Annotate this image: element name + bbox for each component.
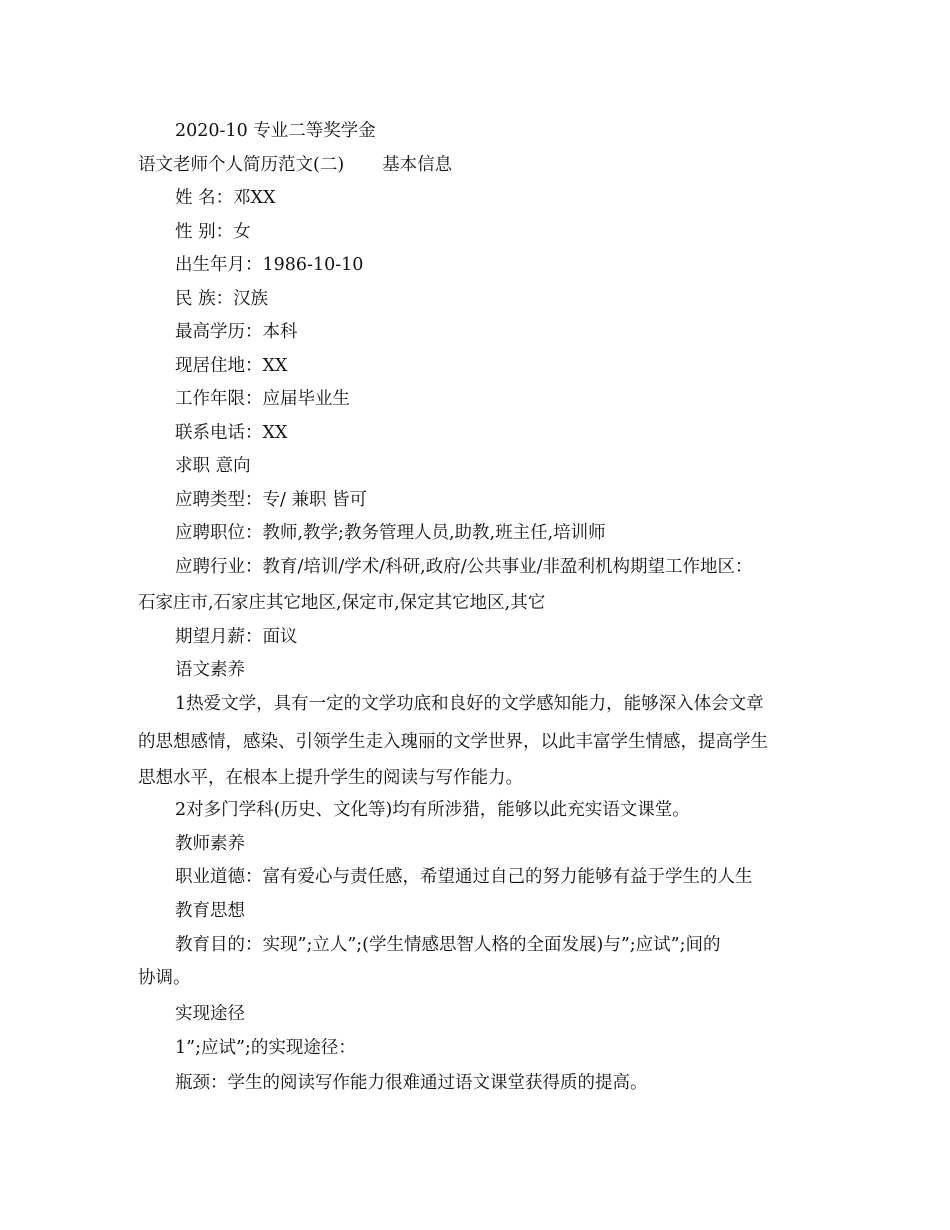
- section-heading-teacher: 教师素养: [175, 834, 245, 854]
- section-heading-intent: 求职 意向: [175, 456, 251, 476]
- education-line: 最高学历：本科: [175, 322, 298, 342]
- goal-line: 教育目的：实现”;立人”;(学生情感思智人格的全面发展)与”;应试”;间的: [175, 935, 721, 955]
- salary-line: 期望月薪：面议: [175, 627, 298, 647]
- literacy-paragraph-1: 1热爱文学，具有一定的文学功底和良好的文学感知能力，能够深入体会文章: [175, 694, 764, 714]
- section-heading-path: 实现途径: [175, 1004, 245, 1024]
- birth-line: 出生年月：1986-10-10: [175, 255, 364, 275]
- industry-line: 应聘行业：教育/培训/学术/科研,政府/公共事业/非盈利机构期望工作地区：: [175, 557, 753, 577]
- section-heading-literacy: 语文素养: [175, 660, 245, 680]
- phone-line: 联系电话：XX: [175, 423, 288, 443]
- ethnic-line: 民 族：汉族: [175, 289, 269, 309]
- section-heading-thought: 教育思想: [175, 901, 245, 921]
- section-heading-basic: 基本信息: [382, 155, 453, 175]
- region-line: 石家庄市,石家庄其它地区,保定市,保定其它地区,其它: [138, 593, 546, 613]
- literacy-paragraph-1-cont: 的思想感情，感染、引领学生走入瑰丽的文学世界，以此丰富学生情感，提高学生: [138, 732, 768, 752]
- name-line: 姓 名：邓XX: [175, 188, 276, 208]
- gender-line: 性 别：女: [175, 222, 251, 242]
- goal-line-cont: 协调。: [138, 968, 191, 988]
- document-title: 语文老师个人简历范文(二): [138, 155, 345, 175]
- path-line: 1”;应试”;的实现途径：: [175, 1038, 356, 1058]
- position-line: 应聘职位：教师,教学;教务管理人员,助教,班主任,培训师: [175, 523, 606, 543]
- literacy-paragraph-1-end: 思想水平，在根本上提升学生的阅读与写作能力。: [138, 768, 523, 788]
- literacy-paragraph-2: 2对多门学科(历史、文化等)均有所涉猎，能够以此充实语文课堂。: [175, 800, 690, 820]
- residence-line: 现居住地：XX: [175, 356, 288, 376]
- work-years-line: 工作年限：应届毕业生: [175, 389, 350, 409]
- job-type-line: 应聘类型：专/ 兼职 皆可: [175, 490, 368, 510]
- bottleneck-line: 瓶颈：学生的阅读写作能力很难通过语文课堂获得质的提高。: [175, 1073, 648, 1093]
- award-line: 2020-10 专业二等奖学金: [175, 121, 376, 141]
- title-row: [138, 154, 818, 176]
- ethics-line: 职业道德：富有爱心与责任感，希望通过自己的努力能够有益于学生的人生: [175, 867, 753, 887]
